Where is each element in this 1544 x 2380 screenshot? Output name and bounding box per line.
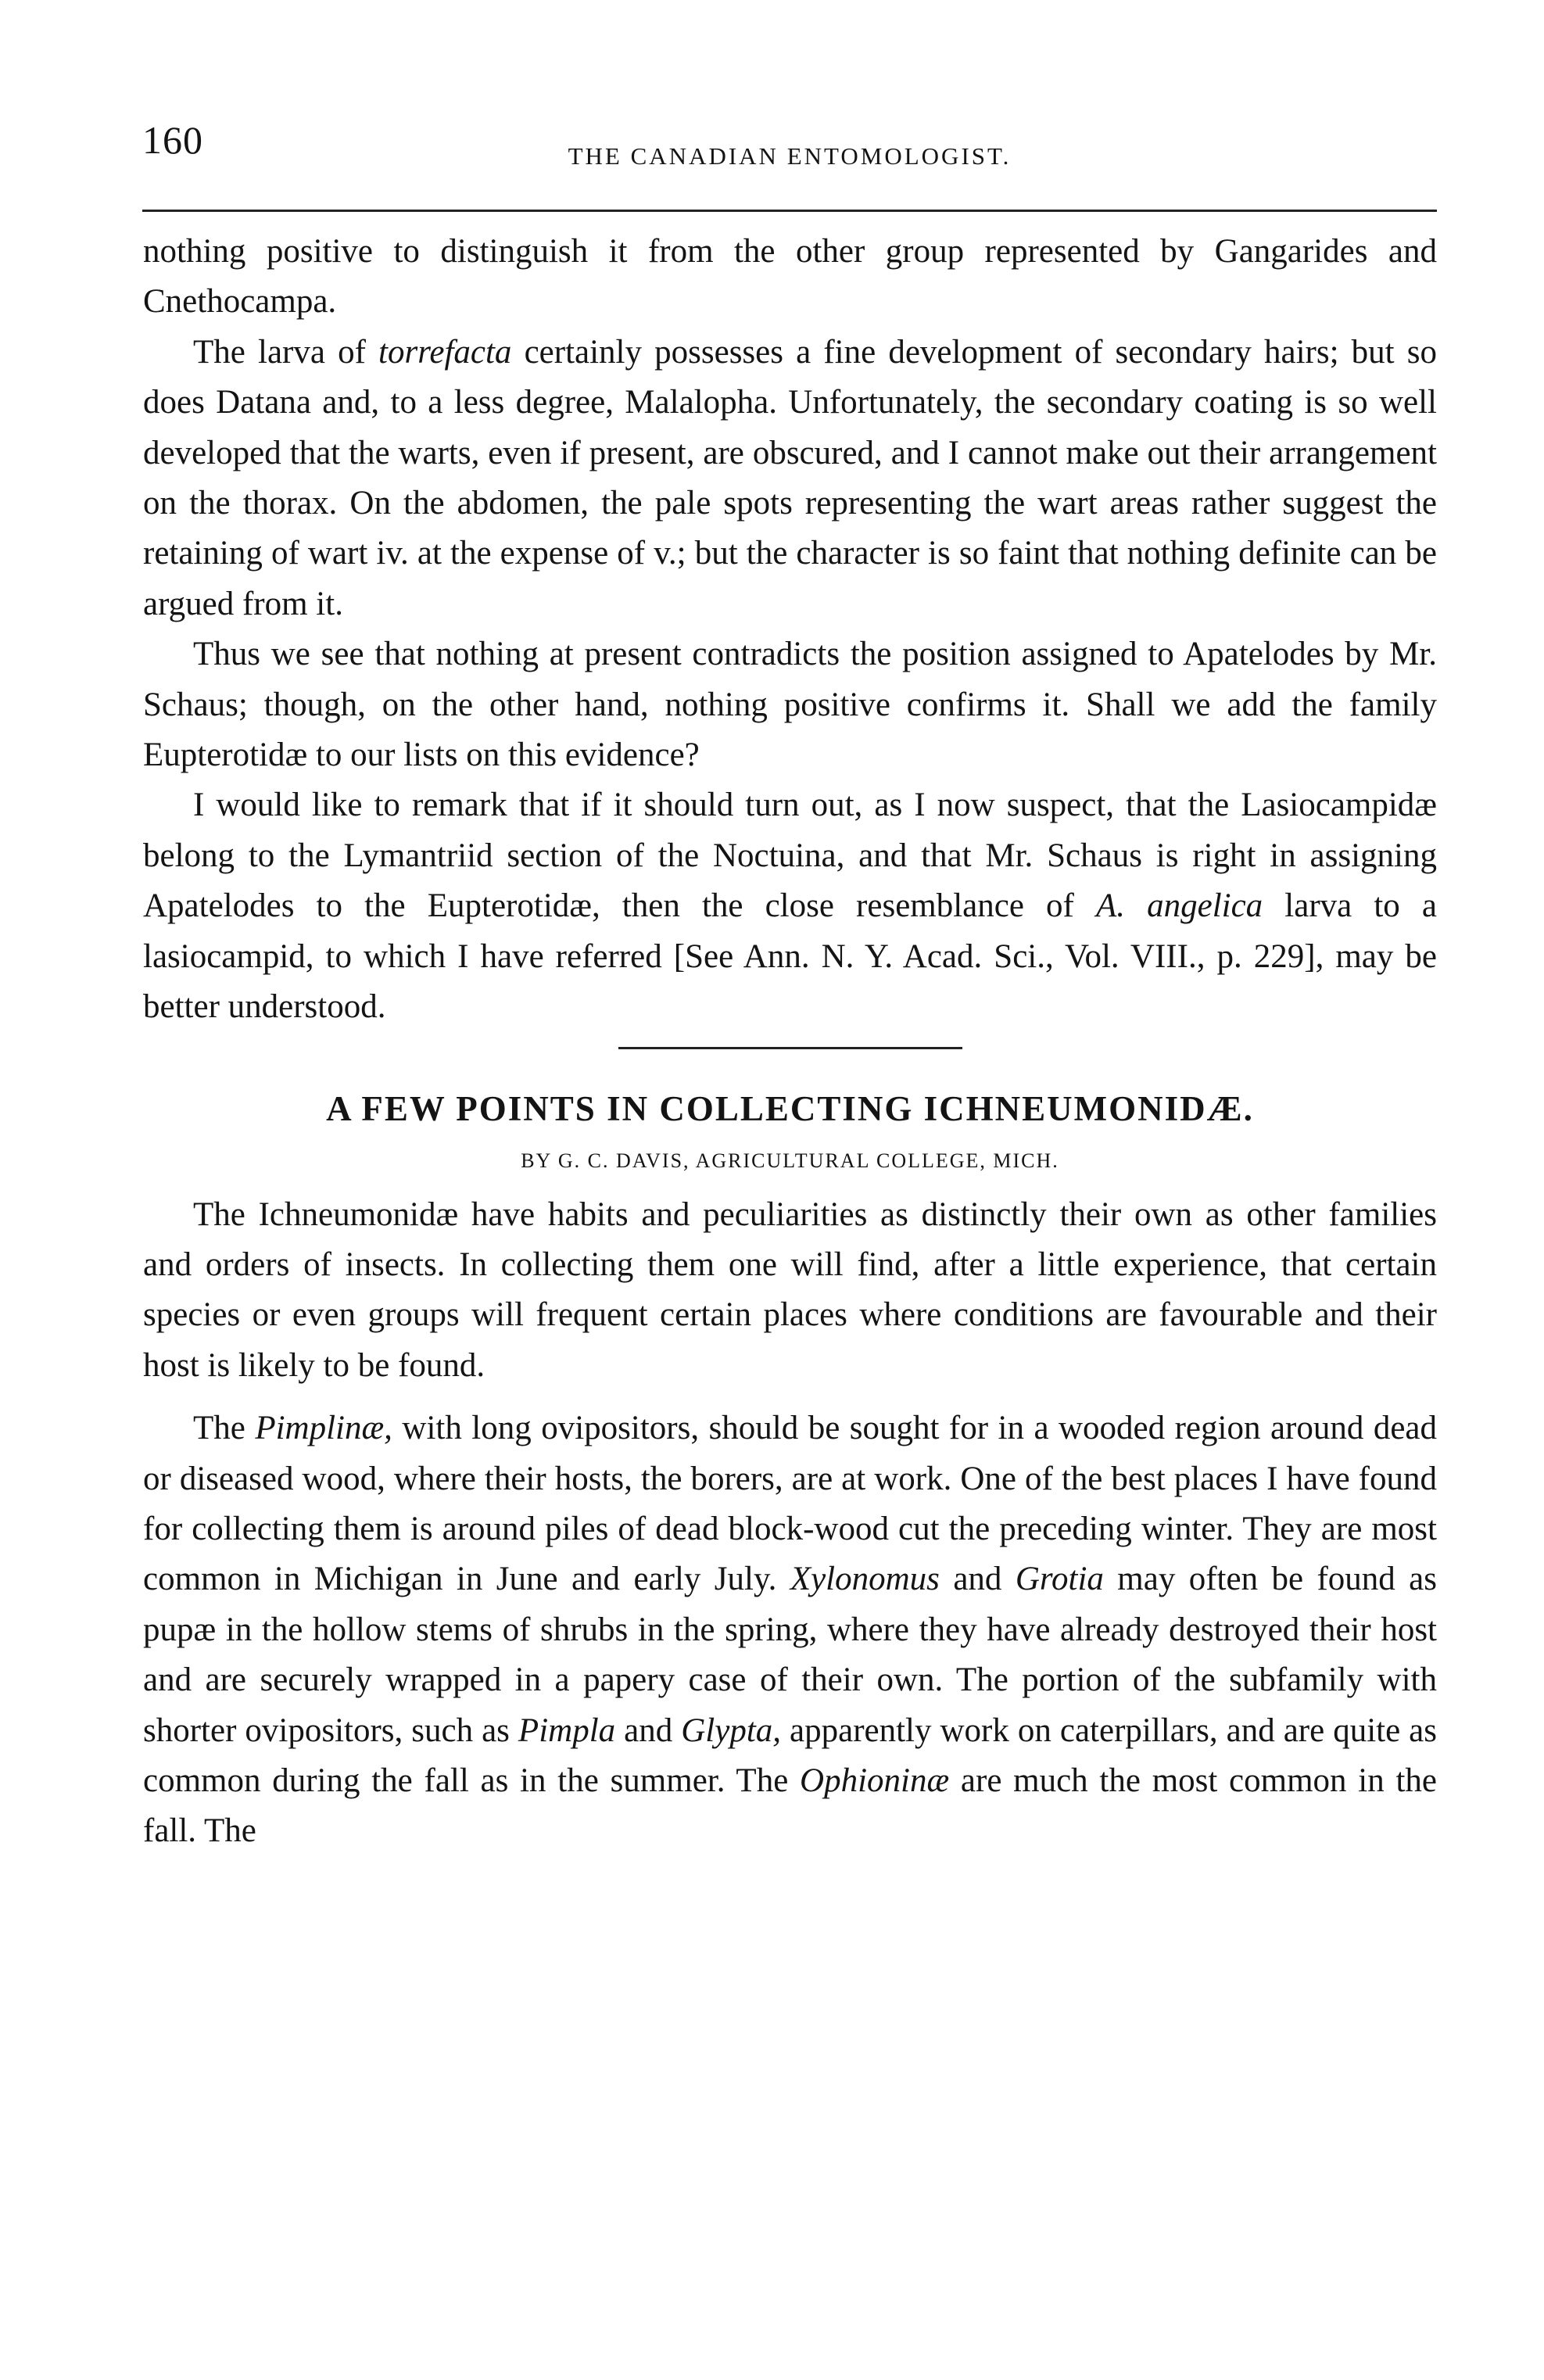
article-title: A FEW POINTS IN COLLECTING ICHNEUMONIDÆ. (326, 1088, 1254, 1128)
running-title: THE CANADIAN ENTOMOLOGIST. (568, 142, 1012, 170)
paragraph-continuation: nothing positive to distinguish it from the other group represented by Gangarides and Cnethocampa. (143, 233, 1437, 321)
taxon-name: Pimpla (518, 1712, 616, 1749)
section-divider (618, 1047, 962, 1049)
article-paragraph: The Ichneumonidæ have habits and peculiarities as distinctly their own as other families and orders of insects. In collecting them one will find, after a little experience, that certain species or even groups will frequent certain places where conditions are favourable and their host is likely to be found. (143, 1195, 1437, 1384)
taxon-name: Pimplinæ, (255, 1410, 392, 1447)
paragraph-apatelodes: Thus we see that nothing at present contradicts the position assigned to Apatelodes by Mr. Schaus; though, on the other hand, nothing positive confirms it. Shall we add the family Eupterotidæ to our lists on this evidence? (143, 636, 1437, 774)
header-rule (142, 210, 1437, 212)
species-name: torrefacta (378, 333, 512, 371)
taxon-name: Ophioninæ (800, 1762, 950, 1799)
paragraph-larva: The larva of torrefacta certainly possesses a fine development of secondary hairs; but so does Datana and, to a less degree, Malalopha. Unfortunately, the secondary coating is so well developed that the warts, even if present, are obscured, and I cannot make out their arrangement on the thorax. On the abdomen, the pale spots representing the wart areas rather suggest the retaining of wart iv. at the expense of v.; but the character is so faint that nothing definite can be argued from it. (143, 333, 1437, 622)
taxon-name: Grotia (1015, 1561, 1104, 1598)
taxon-name: Xylonomus (790, 1561, 940, 1598)
article-byline: BY G. C. DAVIS, AGRICULTURAL COLLEGE, MICH. (521, 1149, 1059, 1172)
page-number: 160 (142, 118, 203, 162)
body-text (143, 227, 1437, 1857)
paragraph-remark: I would like to remark that if it should turn out, as I now suspect, that the Lasiocampidæ belong to the Lymantriid section of the Noctuina, and that Mr. Schaus is right in assigning Apatelodes to the Eupterotidæ, then the close resemblance of A. angelica larva to a lasiocampid, to which I have referred [See Ann. N. Y. Acad. Sci., Vol. VIII., p. 229], may be better understood. (143, 787, 1437, 1026)
taxon-name: Glypta, (681, 1712, 782, 1749)
page-header (142, 109, 1437, 195)
article-paragraph: The Pimplinæ, with long ovipositors, should be sought for in a wooded region around dead or diseased wood, where their hosts, the borers, are at work. One of the best places I have found for collecting them is around piles of dead block-wood cut the preceding winter. They are most common in Michigan in June and early July. Xylonomus and Grotia may often be found as pupæ in the hollow stems of shrubs in the spring, where they have already destroyed their host and are securely wrapped in a papery case of their own. The portion of the subfamily with shorter ovipositors, such as Pimpla and Glypta, apparently work on caterpillars, and are quite as common during the fall as in the summer. The Ophioninæ are much the most common in the fall. The (143, 1410, 1438, 1850)
species-name: A. angelica (1095, 887, 1263, 925)
